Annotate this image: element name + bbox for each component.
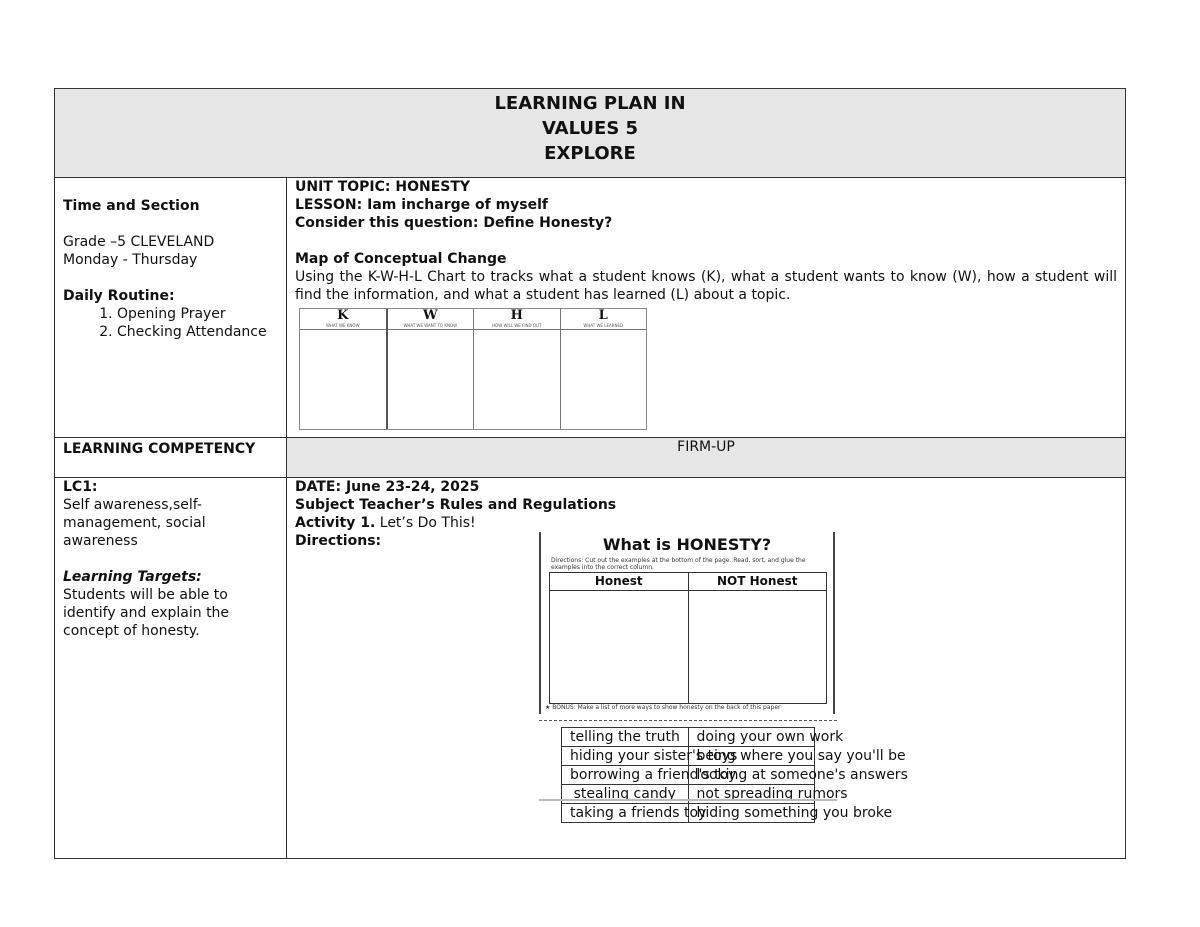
grade-text: Grade –5 CLEVELAND	[63, 234, 215, 250]
worksheet-bonus: ★ BONUS: Make a list of more ways to show honesty on the back of this paper	[545, 704, 781, 711]
cutout-cell: taking a friends toy	[562, 804, 689, 823]
time-section-label: Time and Section	[63, 198, 200, 214]
kwhl-letter: K	[337, 308, 349, 323]
kwhl-subtitle: WHAT WE WANT TO KNOW	[388, 323, 474, 330]
cutout-cell: being where you say you'll be	[688, 747, 815, 766]
unit-topic: UNIT TOPIC: HONESTY	[295, 179, 471, 195]
worksheet-bottom-edge	[539, 799, 837, 801]
daily-routine-label: Daily Routine:	[63, 288, 175, 304]
kwhl-letter: W	[422, 308, 438, 323]
header-line-1: LEARNING PLAN IN	[494, 93, 686, 114]
cutout-cell: borrowing a friend's toy	[562, 766, 689, 785]
plan-header	[55, 89, 1126, 178]
kwhl-letter: L	[598, 308, 608, 323]
learning-targets-text: Students will be able to identify and explain the concept of honesty.	[63, 587, 230, 639]
kwhl-column-k	[300, 309, 388, 429]
cutout-cell: looking at someone's answers	[688, 766, 815, 785]
routine-item: 1. Opening Prayer	[117, 305, 278, 323]
time-section-cell	[55, 178, 287, 438]
kwhl-letter: H	[510, 308, 523, 323]
activity-label: Activity 1.	[295, 515, 376, 531]
map-description: Using the K-W-H-L Chart to tracks what a student knows (K), what a student wants to know (W), how a student will find the information, and what a student has learned (L) about a topic.	[295, 269, 1118, 303]
table-row	[562, 728, 815, 747]
routine-item: 2. Checking Attendance	[117, 323, 278, 341]
cutout-cell: doing your own work	[688, 728, 815, 747]
worksheet-title: What is HONESTY?	[602, 535, 772, 554]
map-label: Map of Conceptual Change	[295, 251, 507, 267]
learning-targets-label: Learning Targets:	[63, 569, 202, 585]
table-row	[562, 747, 815, 766]
activity-line	[295, 514, 1117, 532]
kwhl-subtitle: WHAT WE LEARNED	[561, 323, 647, 330]
header-line-3: EXPLORE	[544, 143, 636, 164]
cutout-cell: telling the truth	[562, 728, 689, 747]
worksheet-directions: Directions: Cut out the examples at the bottom of the page. Read, sort, and glue the examples into the correct column.	[551, 557, 806, 571]
competency-cell	[55, 478, 287, 859]
cutout-cell: not spreading rumors	[688, 785, 815, 804]
not-honest-header: NOT Honest	[689, 573, 827, 591]
sort-table	[549, 572, 827, 704]
table-row	[562, 804, 815, 823]
directions-label: Directions:	[295, 533, 382, 549]
learning-competency-label: LEARNING COMPETENCY	[55, 438, 287, 478]
kwhl-column-h	[474, 309, 561, 429]
cutout-cell: hiding your sister's toys	[562, 747, 689, 766]
lc-label: LC1:	[63, 479, 98, 495]
kwhl-subtitle: HOW WILL WE FIND OUT	[474, 323, 560, 330]
learning-plan-table	[54, 88, 1126, 859]
daily-routine-list	[63, 305, 278, 341]
honest-column	[550, 573, 689, 703]
cut-line	[539, 720, 837, 721]
activity-date: DATE: June 23-24, 2025	[295, 479, 480, 495]
lesson-title: LESSON: Iam incharge of myself	[295, 197, 549, 213]
firm-up-label: FIRM-UP	[287, 438, 1126, 478]
kwhl-subtitle: WHAT WE KNOW	[300, 323, 386, 330]
header-line-2: VALUES 5	[541, 118, 639, 139]
kwhl-column-w	[388, 309, 475, 429]
unit-topic-cell	[287, 178, 1126, 438]
kwhl-column-l	[561, 309, 647, 429]
activity-text: Let’s Do This!	[375, 515, 476, 531]
days-text: Monday - Thursday	[63, 252, 198, 268]
kwhl-chart	[299, 308, 647, 430]
guiding-question: Consider this question: Define Honesty?	[295, 215, 613, 231]
cutout-table	[561, 727, 908, 823]
honesty-worksheet	[539, 532, 908, 821]
worksheet-top	[539, 532, 835, 714]
rules-heading: Subject Teacher’s Rules and Regulations	[295, 497, 617, 513]
table-row	[562, 766, 815, 785]
cutout-cell: stealing candy	[562, 785, 689, 804]
honest-header: Honest	[550, 573, 688, 591]
lc-text: Self awareness,self-management, social awareness	[63, 497, 206, 549]
not-honest-column	[689, 573, 827, 703]
cutout-cell: hiding something you broke	[688, 804, 815, 823]
activity-cell	[287, 478, 1126, 859]
